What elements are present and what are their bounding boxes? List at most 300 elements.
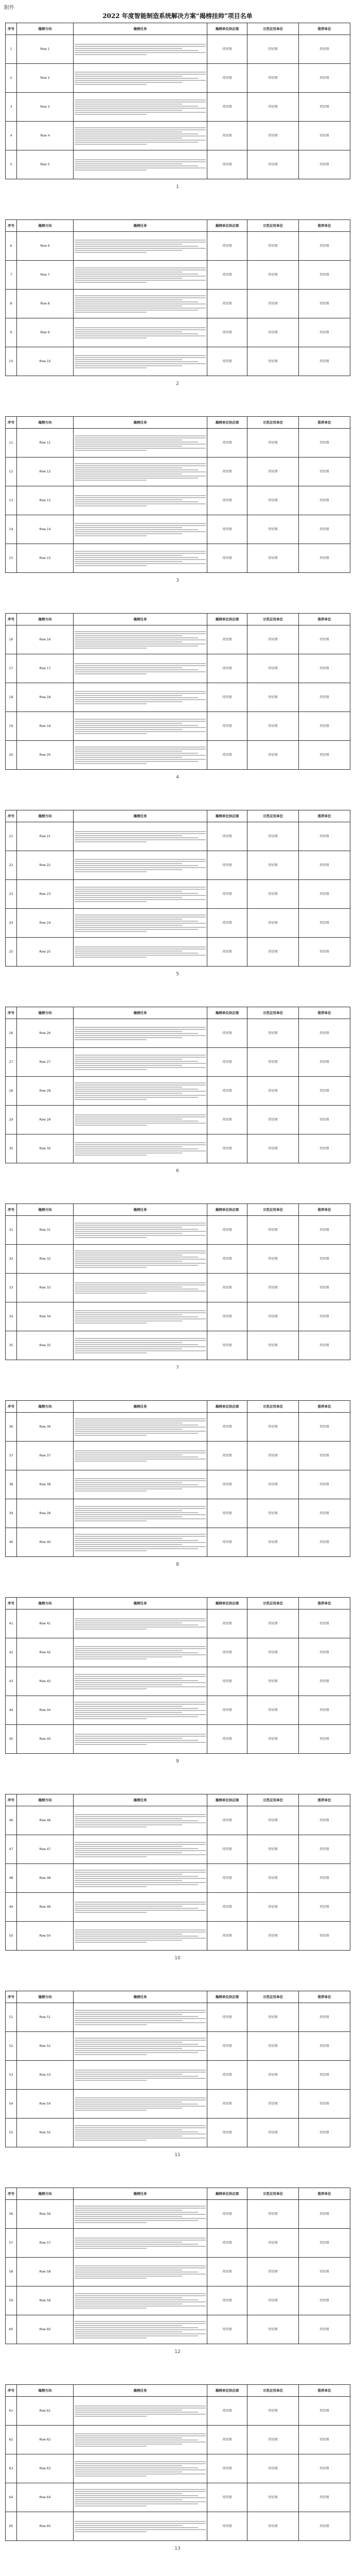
row-direction: Row 44 (17, 1696, 74, 1725)
header-provider: 揭榜单位供应商 (207, 1401, 247, 1413)
row-recommender: 待识别 (299, 822, 350, 851)
task-text-lines (75, 1250, 206, 1268)
row-direction: Row 2 (17, 64, 74, 93)
task-text-lines (75, 1055, 206, 1070)
task-text-lines (75, 1310, 206, 1324)
row-recommender: 待识别 (299, 1106, 350, 1134)
page-1 (5, 23, 350, 190)
row-task-text (74, 64, 207, 93)
row-provider: 待识别 (207, 1470, 247, 1499)
task-text-lines (75, 2521, 206, 2532)
row-task-text (74, 150, 207, 179)
table-header-row (6, 1401, 350, 1413)
header-direction: 揭榜方向 (17, 1007, 74, 1019)
header-seq: 序号 (6, 417, 17, 429)
row-provider: 待识别 (207, 2286, 247, 2315)
header-task: 揭榜任务 (74, 614, 207, 625)
row-demo-unit: 待识别 (247, 741, 299, 770)
row-demo-unit: 待识别 (247, 1274, 299, 1302)
table-row (6, 1442, 350, 1470)
row-recommender: 待识别 (299, 261, 350, 290)
task-text-lines (75, 1842, 206, 1857)
row-seq: 5 (6, 150, 17, 179)
row-demo-unit: 待识别 (247, 544, 299, 573)
table-row (6, 2258, 350, 2286)
header-demo-unit: 示范应用单位 (247, 810, 299, 822)
task-text-lines (75, 2433, 206, 2447)
page-9 (5, 1597, 350, 1764)
row-demo-unit: 待识别 (247, 2032, 299, 2061)
table-header-row (6, 1007, 350, 1019)
table-header-row (6, 23, 350, 35)
project-table (5, 810, 350, 967)
row-seq: 54 (6, 2090, 17, 2119)
header-provider: 揭榜单位供应商 (207, 1007, 247, 1019)
header-task: 揭榜任务 (74, 417, 207, 429)
row-seq: 23 (6, 880, 17, 909)
row-task-text (74, 2032, 207, 2061)
row-demo-unit: 待识别 (247, 2512, 299, 2541)
row-direction: Row 47 (17, 1835, 74, 1864)
row-recommender: 待识别 (299, 1696, 350, 1725)
row-task-text (74, 122, 207, 150)
row-provider: 待识别 (207, 909, 247, 938)
row-seq: 50 (6, 1922, 17, 1951)
row-seq: 18 (6, 683, 17, 712)
row-demo-unit: 待识别 (247, 2258, 299, 2286)
table-row (6, 683, 350, 712)
table-header-row (6, 1598, 350, 1609)
page-5 (5, 810, 350, 977)
row-recommender: 待识别 (299, 1667, 350, 1696)
task-text-lines (75, 1870, 206, 1887)
row-direction: Row 23 (17, 880, 74, 909)
row-provider: 待识别 (207, 1835, 247, 1864)
row-task-text (74, 1835, 207, 1864)
page-number: 4 (176, 775, 179, 780)
row-recommender: 待识别 (299, 318, 350, 347)
row-seq: 29 (6, 1106, 17, 1134)
table-row (6, 654, 350, 683)
row-recommender: 待识别 (299, 683, 350, 712)
page-number: 5 (176, 972, 179, 977)
table-row (6, 909, 350, 938)
row-recommender: 待识别 (299, 2397, 350, 2426)
header-recommender: 推荐单位 (299, 23, 350, 35)
task-text-lines (75, 631, 206, 649)
task-text-lines (75, 1618, 206, 1630)
table-row (6, 2315, 350, 2344)
page-number: 6 (176, 1168, 179, 1174)
row-demo-unit: 待识别 (247, 290, 299, 318)
task-text-lines (75, 719, 206, 734)
table-row (6, 1302, 350, 1331)
row-demo-unit: 待识别 (247, 93, 299, 122)
table-row (6, 318, 350, 347)
row-task-text (74, 429, 207, 457)
row-provider: 待识别 (207, 2032, 247, 2061)
row-provider: 待识别 (207, 1048, 247, 1077)
task-text-lines (75, 1082, 206, 1100)
header-recommender: 推荐单位 (299, 1401, 350, 1413)
row-task-text (74, 2397, 207, 2426)
table-row (6, 880, 350, 909)
task-text-lines (75, 747, 206, 764)
row-recommender: 待识别 (299, 2286, 350, 2315)
table-header-row (6, 2188, 350, 2200)
row-demo-unit: 待识别 (247, 938, 299, 967)
row-task-text (74, 35, 207, 64)
row-direction: Row 17 (17, 654, 74, 683)
task-text-lines (75, 1814, 206, 1827)
row-direction: Row 50 (17, 1922, 74, 1951)
row-direction: Row 52 (17, 2032, 74, 2061)
table-row (6, 1134, 350, 1163)
header-task: 揭榜任务 (74, 1991, 207, 2003)
table-row (6, 938, 350, 967)
row-provider: 待识别 (207, 2090, 247, 2119)
table-row (6, 1696, 350, 1725)
task-text-lines (75, 1282, 206, 1294)
header-provider: 揭榜单位供应商 (207, 1204, 247, 1216)
header-provider: 揭榜单位供应商 (207, 810, 247, 822)
row-recommender: 待识别 (299, 741, 350, 770)
row-provider: 待识别 (207, 150, 247, 179)
task-text-lines (75, 72, 206, 85)
row-recommender: 待识别 (299, 93, 350, 122)
table-row (6, 2454, 350, 2483)
row-seq: 53 (6, 2061, 17, 2090)
row-direction: Row 8 (17, 290, 74, 318)
page-3 (5, 416, 350, 583)
row-demo-unit: 待识别 (247, 2090, 299, 2119)
row-provider: 待识别 (207, 2003, 247, 2032)
row-demo-unit: 待识别 (247, 1331, 299, 1360)
row-provider: 待识别 (207, 1302, 247, 1331)
row-demo-unit: 待识别 (247, 2286, 299, 2315)
row-seq: 45 (6, 1725, 17, 1754)
table-row (6, 2200, 350, 2229)
row-provider: 待识别 (207, 544, 247, 573)
row-demo-unit: 待识别 (247, 654, 299, 683)
row-seq: 63 (6, 2454, 17, 2483)
row-seq: 57 (6, 2229, 17, 2258)
header-task: 揭榜任务 (74, 1598, 207, 1609)
project-table (5, 613, 350, 770)
task-text-lines (75, 99, 206, 115)
row-direction: Row 21 (17, 822, 74, 851)
row-recommender: 待识别 (299, 2315, 350, 2344)
row-recommender: 待识别 (299, 1245, 350, 1274)
row-demo-unit: 待识别 (247, 712, 299, 741)
header-seq: 序号 (6, 1991, 17, 2003)
row-direction: Row 49 (17, 1893, 74, 1922)
row-recommender: 待识别 (299, 232, 350, 261)
row-demo-unit: 待识别 (247, 1667, 299, 1696)
row-provider: 待识别 (207, 1609, 247, 1638)
task-text-lines (75, 1674, 206, 1689)
row-demo-unit: 待识别 (247, 1302, 299, 1331)
row-provider: 待识别 (207, 741, 247, 770)
row-task-text (74, 2003, 207, 2032)
row-demo-unit: 待识别 (247, 1470, 299, 1499)
row-seq: 30 (6, 1134, 17, 1163)
row-demo-unit: 待识别 (247, 35, 299, 64)
row-task-text (74, 318, 207, 347)
task-text-lines (75, 2265, 206, 2279)
table-row (6, 1106, 350, 1134)
project-table (5, 23, 350, 179)
row-recommender: 待识别 (299, 1413, 350, 1442)
row-demo-unit: 待识别 (247, 347, 299, 376)
row-recommender: 待识别 (299, 347, 350, 376)
table-row (6, 2397, 350, 2426)
row-recommender: 待识别 (299, 1048, 350, 1077)
task-text-lines (75, 1734, 206, 1745)
header-recommender: 推荐单位 (299, 1204, 350, 1216)
row-task-text (74, 2061, 207, 2090)
task-text-lines (75, 551, 206, 566)
row-demo-unit: 待识别 (247, 515, 299, 544)
task-text-lines (75, 831, 206, 842)
row-direction: Row 35 (17, 1331, 74, 1360)
row-seq: 16 (6, 625, 17, 654)
table-row (6, 1413, 350, 1442)
page-7 (5, 1204, 350, 1370)
task-text-lines (75, 463, 206, 481)
header-demo-unit: 示范应用单位 (247, 220, 299, 232)
row-recommender: 待识别 (299, 1922, 350, 1951)
header-demo-unit: 示范应用单位 (247, 1794, 299, 1806)
table-row (6, 347, 350, 376)
row-seq: 14 (6, 515, 17, 544)
table-row (6, 150, 350, 179)
row-recommender: 待识别 (299, 2454, 350, 2483)
page-11 (5, 1991, 350, 2158)
row-provider: 待识别 (207, 429, 247, 457)
row-seq: 26 (6, 1019, 17, 1048)
row-seq: 20 (6, 741, 17, 770)
row-provider: 待识别 (207, 290, 247, 318)
header-provider: 揭榜单位供应商 (207, 614, 247, 625)
row-demo-unit: 待识别 (247, 1499, 299, 1528)
row-direction: Row 45 (17, 1725, 74, 1754)
page-number: 13 (174, 2546, 181, 2551)
task-text-lines (75, 1902, 206, 1913)
row-recommender: 待识别 (299, 938, 350, 967)
table-row (6, 1331, 350, 1360)
row-direction: Row 48 (17, 1864, 74, 1893)
row-task-text (74, 2119, 207, 2147)
row-task-text (74, 1864, 207, 1893)
row-task-text (74, 1302, 207, 1331)
row-task-text (74, 1528, 207, 1557)
row-direction: Row 25 (17, 938, 74, 967)
row-demo-unit: 待识别 (247, 150, 299, 179)
row-direction: Row 40 (17, 1528, 74, 1557)
row-direction: Row 9 (17, 318, 74, 347)
row-recommender: 待识别 (299, 909, 350, 938)
header-seq: 序号 (6, 1794, 17, 1806)
row-direction: Row 60 (17, 2315, 74, 2344)
table-row (6, 1245, 350, 1274)
row-seq: 25 (6, 938, 17, 967)
header-direction: 揭榜方向 (17, 220, 74, 232)
table-row (6, 1077, 350, 1106)
table-row (6, 1638, 350, 1667)
task-text-lines (75, 2010, 206, 2025)
row-seq: 31 (6, 1216, 17, 1245)
row-seq: 62 (6, 2426, 17, 2454)
row-task-text (74, 1413, 207, 1442)
project-table (5, 1204, 350, 1360)
table-row (6, 2483, 350, 2512)
row-task-text (74, 1077, 207, 1106)
header-provider: 揭榜单位供应商 (207, 417, 247, 429)
row-provider: 待识别 (207, 93, 247, 122)
row-task-text (74, 457, 207, 486)
row-seq: 55 (6, 2119, 17, 2147)
header-demo-unit: 示范应用单位 (247, 2188, 299, 2200)
table-row (6, 741, 350, 770)
table-row (6, 2286, 350, 2315)
row-recommender: 待识别 (299, 712, 350, 741)
row-task-text (74, 2258, 207, 2286)
task-text-lines (75, 44, 206, 55)
row-seq: 47 (6, 1835, 17, 1864)
row-recommender: 待识别 (299, 1499, 350, 1528)
row-direction: Row 61 (17, 2397, 74, 2426)
task-text-lines (75, 435, 206, 451)
row-demo-unit: 待识别 (247, 909, 299, 938)
row-task-text (74, 683, 207, 712)
task-text-lines (75, 355, 206, 368)
header-demo-unit: 示范应用单位 (247, 2385, 299, 2397)
task-text-lines (75, 663, 206, 674)
row-demo-unit: 待识别 (247, 1106, 299, 1134)
row-provider: 待识别 (207, 1667, 247, 1696)
row-provider: 待识别 (207, 1893, 247, 1922)
row-provider: 待识别 (207, 2200, 247, 2229)
row-direction: Row 26 (17, 1019, 74, 1048)
row-provider: 待识别 (207, 1106, 247, 1134)
row-provider: 待识别 (207, 486, 247, 515)
task-text-lines (75, 946, 206, 958)
table-row (6, 1470, 350, 1499)
header-provider: 揭榜单位供应商 (207, 23, 247, 35)
header-demo-unit: 示范应用单位 (247, 1991, 299, 2003)
row-direction: Row 14 (17, 515, 74, 544)
header-seq: 序号 (6, 1204, 17, 1216)
row-seq: 44 (6, 1696, 17, 1725)
row-task-text (74, 2229, 207, 2258)
task-text-lines (75, 1534, 206, 1551)
row-provider: 待识别 (207, 1216, 247, 1245)
task-text-lines (75, 2293, 206, 2309)
row-direction: Row 12 (17, 457, 74, 486)
table-row (6, 515, 350, 544)
table-header-row (6, 417, 350, 429)
table-row (6, 1274, 350, 1302)
row-recommender: 待识别 (299, 2229, 350, 2258)
row-recommender: 待识别 (299, 1019, 350, 1048)
row-direction: Row 34 (17, 1302, 74, 1331)
row-direction: Row 38 (17, 1470, 74, 1499)
row-demo-unit: 待识别 (247, 2119, 299, 2147)
row-task-text (74, 909, 207, 938)
row-demo-unit: 待识别 (247, 1077, 299, 1106)
row-task-text (74, 2454, 207, 2483)
row-direction: Row 18 (17, 683, 74, 712)
row-direction: Row 4 (17, 122, 74, 150)
row-recommender: 待识别 (299, 1609, 350, 1638)
row-direction: Row 32 (17, 1245, 74, 1274)
row-task-text (74, 1638, 207, 1667)
row-provider: 待识别 (207, 1442, 247, 1470)
row-recommender: 待识别 (299, 1470, 350, 1499)
task-text-lines (75, 1506, 206, 1521)
page-6 (5, 1007, 350, 1174)
task-text-lines (75, 523, 206, 536)
header-direction: 揭榜方向 (17, 1598, 74, 1609)
header-task: 揭榜任务 (74, 1007, 207, 1019)
row-seq: 15 (6, 544, 17, 573)
row-seq: 17 (6, 654, 17, 683)
row-recommender: 待识别 (299, 1806, 350, 1835)
page-13 (5, 2384, 350, 2551)
row-recommender: 待识别 (299, 2426, 350, 2454)
row-task-text (74, 1245, 207, 1274)
table-row (6, 1725, 350, 1754)
table-row (6, 851, 350, 880)
row-demo-unit: 待识别 (247, 1864, 299, 1893)
row-demo-unit: 待识别 (247, 261, 299, 290)
row-provider: 待识别 (207, 2454, 247, 2483)
row-provider: 待识别 (207, 1331, 247, 1360)
row-seq: 58 (6, 2258, 17, 2286)
row-provider: 待识别 (207, 2397, 247, 2426)
row-demo-unit: 待识别 (247, 822, 299, 851)
row-task-text (74, 515, 207, 544)
row-demo-unit: 待识别 (247, 2229, 299, 2258)
row-seq: 8 (6, 290, 17, 318)
project-table (5, 1794, 350, 1951)
header-direction: 揭榜方向 (17, 2385, 74, 2397)
table-row (6, 1019, 350, 1048)
attachment-label: 附件 (4, 5, 14, 11)
row-task-text (74, 1048, 207, 1077)
header-task: 揭榜任务 (74, 1401, 207, 1413)
row-provider: 待识别 (207, 2229, 247, 2258)
row-recommender: 待识别 (299, 2483, 350, 2512)
task-text-lines (75, 1450, 206, 1462)
row-recommender: 待识别 (299, 1216, 350, 1245)
row-demo-unit: 待识别 (247, 1806, 299, 1835)
task-text-lines (75, 159, 206, 171)
row-recommender: 待识别 (299, 654, 350, 683)
row-direction: Row 22 (17, 851, 74, 880)
page-10 (5, 1794, 350, 1961)
row-seq: 39 (6, 1499, 17, 1528)
row-provider: 待识别 (207, 457, 247, 486)
task-text-lines (75, 691, 206, 704)
header-demo-unit: 示范应用单位 (247, 417, 299, 429)
row-seq: 11 (6, 429, 17, 457)
header-seq: 序号 (6, 810, 17, 822)
row-task-text (74, 2286, 207, 2315)
page-number: 12 (174, 2349, 181, 2354)
row-demo-unit: 待识别 (247, 122, 299, 150)
